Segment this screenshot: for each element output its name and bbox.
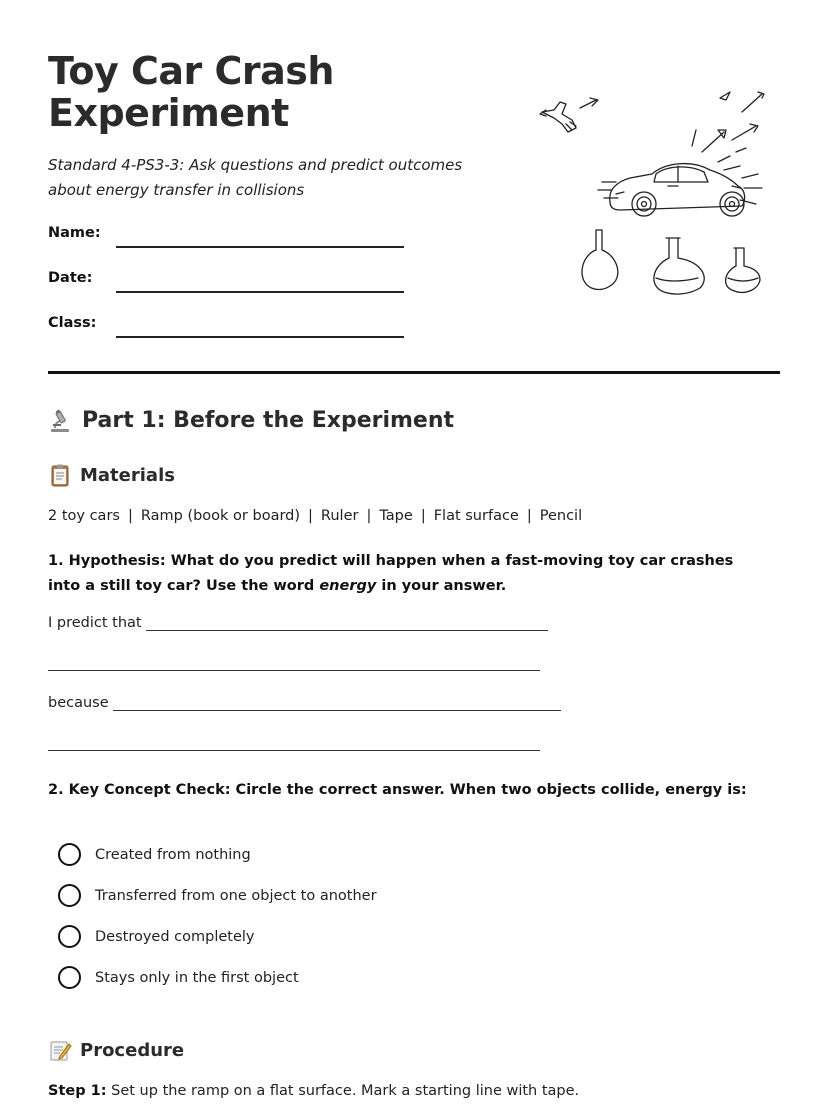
hypothesis-prompt-before: 1. Hypothesis: What do you predict will happen when a fast-moving toy car crashes into a still toy car? Use the word: [48, 553, 734, 594]
name-line[interactable]: [116, 246, 404, 248]
worksheet-page: [48, 0, 780, 1118]
name-field[interactable]: [48, 225, 408, 249]
title-line-2: Experiment: [48, 91, 289, 135]
separator: |: [366, 508, 372, 524]
step-text: Set up the ramp on a flat surface. Mark a starting line with tape.: [106, 1083, 580, 1099]
clipboard-icon: [48, 463, 72, 487]
option-stays[interactable]: [58, 966, 299, 989]
page-title: [48, 50, 468, 134]
option-circle[interactable]: [58, 925, 81, 948]
answer-blank-2[interactable]: [48, 655, 540, 671]
because-blank[interactable]: [113, 695, 561, 711]
option-circle[interactable]: [58, 884, 81, 907]
name-label: Name:: [48, 225, 101, 241]
standard-code: Standard 4-PS3-3:: [48, 156, 185, 174]
option-label: Stays only in the first object: [95, 969, 299, 986]
answer-line-2[interactable]: [48, 655, 540, 671]
flasks: [582, 230, 760, 294]
option-transferred[interactable]: [58, 884, 377, 907]
hypothesis-prompt-after: in your answer.: [376, 578, 507, 594]
date-label: Date:: [48, 270, 93, 286]
car-crash-illustration: [532, 82, 772, 302]
material-item: Ramp (book or board): [140, 508, 301, 524]
date-line[interactable]: [116, 291, 404, 293]
predict-blank[interactable]: [146, 615, 548, 631]
hypothesis-question: [48, 549, 768, 599]
because-label: because: [48, 695, 109, 711]
step-label: Step 1:: [48, 1083, 107, 1099]
materials-heading-text: Materials: [80, 464, 175, 486]
memo-icon: [48, 1038, 72, 1062]
option-label: Transferred from one object to another: [95, 887, 377, 904]
because-line[interactable]: [48, 695, 561, 711]
concept-check-question: 2. Key Concept Check: Circle the correct answer. When two objects collide, energy is:: [48, 782, 747, 798]
part1-heading-text: Part 1: Before the Experiment: [82, 408, 455, 433]
option-label: Created from nothing: [95, 846, 251, 863]
material-item: Tape: [379, 508, 413, 524]
class-label: Class:: [48, 315, 97, 331]
option-created[interactable]: [58, 843, 251, 866]
material-item: Ruler: [320, 508, 359, 524]
standard-text: Ask questions and predict outcomes about energy transfer in collisions: [48, 156, 463, 199]
materials-list: [48, 508, 582, 524]
standard-subtitle: [48, 153, 488, 203]
material-item: 2 toy cars: [48, 508, 120, 524]
debris-top-right: [692, 92, 764, 170]
debris-top-left: [540, 98, 598, 132]
option-label: Destroyed completely: [95, 928, 255, 945]
procedure-step-1: [48, 1083, 579, 1099]
separator: |: [526, 508, 532, 524]
procedure-heading: [48, 1038, 184, 1062]
microscope-icon: [48, 409, 72, 433]
option-circle[interactable]: [58, 843, 81, 866]
answer-blank-4[interactable]: [48, 735, 540, 751]
option-destroyed[interactable]: [58, 925, 255, 948]
header-divider: [48, 371, 780, 374]
material-item: Flat surface: [433, 508, 519, 524]
answer-line-4[interactable]: [48, 735, 540, 751]
separator: |: [127, 508, 133, 524]
predict-label: I predict that: [48, 615, 142, 631]
car-body: [610, 164, 745, 216]
separator: |: [308, 508, 313, 524]
part1-heading: [48, 408, 454, 433]
procedure-heading-text: Procedure: [80, 1039, 185, 1061]
date-field[interactable]: [48, 270, 408, 294]
option-circle[interactable]: [58, 966, 81, 989]
material-item: Pencil: [539, 508, 583, 524]
predict-line[interactable]: [48, 615, 548, 631]
title-line-1: Toy Car Crash: [48, 49, 334, 93]
materials-heading: [48, 463, 175, 487]
class-field[interactable]: [48, 315, 408, 339]
class-line[interactable]: [116, 336, 404, 338]
separator: |: [420, 508, 426, 524]
hypothesis-prompt-emphasis: energy: [319, 578, 377, 594]
